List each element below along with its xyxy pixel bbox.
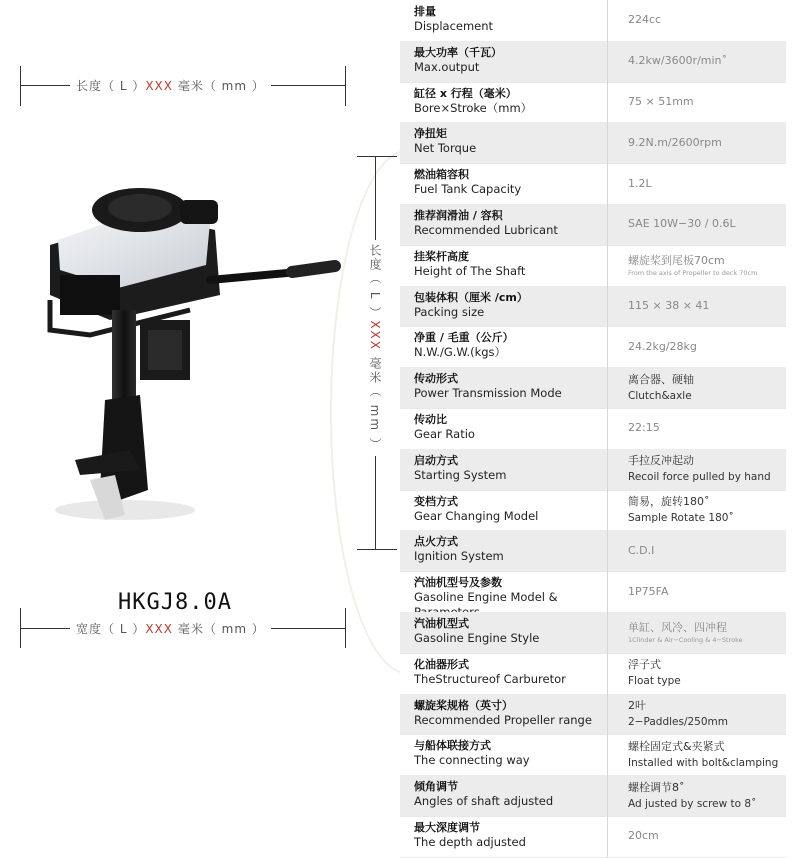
column-divider	[607, 122, 608, 163]
spec-label-en: Displacement	[414, 19, 494, 33]
spec-label	[414, 167, 604, 197]
spec-label-cn: 净重 / 毛重（公斤）	[414, 331, 514, 345]
spec-label	[414, 779, 604, 809]
spec-value-line: C.D.I	[628, 543, 655, 557]
column-divider	[607, 816, 608, 857]
column-divider	[607, 612, 608, 653]
spec-row	[400, 775, 786, 817]
spec-value-line: 2−Paddles/250mm	[628, 715, 728, 728]
column-divider	[607, 204, 608, 245]
spec-label	[414, 657, 604, 687]
spec-value-line: 螺栓调节8˚	[628, 780, 685, 794]
spec-row	[400, 449, 786, 491]
spec-value-note: From the axis of Propeller to deck 70cm	[628, 269, 758, 278]
spec-value	[628, 41, 786, 82]
spec-label-en: Recommended Propeller range	[414, 712, 592, 727]
spec-row	[400, 0, 786, 42]
spec-label	[414, 616, 604, 646]
length-dimension-label: 长度（ L ）XXX 毫米（ mm ）	[70, 77, 271, 94]
spec-value-line: 离合器、硬轴	[628, 372, 694, 386]
column-divider	[607, 449, 608, 490]
spec-label-cn: 推荐润滑油 / 容积	[414, 209, 503, 222]
spec-label-cn: 净扭矩	[414, 127, 447, 141]
spec-value-line: 75 × 51mm	[628, 94, 694, 108]
spec-label	[414, 290, 604, 320]
spec-label-cn: 汽油机型式	[414, 617, 469, 630]
spec-label-en: Gasoline Engine Model &	[414, 590, 558, 605]
dim-top-left-tick	[20, 66, 21, 106]
spec-label-en: Ignition System	[414, 549, 504, 564]
spec-label-en: Starting System	[414, 467, 507, 482]
spec-label-cn: 变档方式	[414, 494, 458, 508]
spec-label-en: Bore×Stroke（mm）	[414, 100, 533, 115]
spec-value	[628, 245, 786, 286]
spec-row	[400, 653, 786, 695]
spec-table	[400, 0, 786, 858]
spec-value	[628, 286, 786, 327]
spec-label-en: Gear Changing Model	[414, 508, 539, 523]
height-dimension-label: 长度（ L ）XXX 毫米（ mm ）	[367, 240, 384, 456]
spec-row	[400, 490, 786, 532]
spec-value-note: 1Clinder & Air−Cooling & 4−Stroke	[628, 636, 743, 645]
spec-value-line: Float type	[628, 675, 681, 688]
spec-label	[414, 412, 604, 442]
column-divider	[607, 41, 608, 82]
spec-label-en: Packing size	[414, 304, 485, 319]
column-divider	[607, 653, 608, 694]
spec-label-cn: 启动方式	[414, 453, 458, 467]
spec-label-en: The connecting way	[414, 753, 530, 768]
spec-row	[400, 245, 786, 287]
spec-label-cn: 螺旋桨规格（英寸）	[414, 698, 513, 712]
spec-label	[414, 126, 604, 156]
spec-value-line: 9.2N.m/2600rpm	[628, 135, 722, 149]
column-divider	[607, 326, 608, 367]
spec-label	[414, 330, 604, 360]
spec-label	[414, 249, 604, 279]
column-divider	[607, 82, 608, 123]
spec-label-en: Fuel Tank Capacity	[414, 182, 522, 197]
spec-value-line: 22:15	[628, 421, 660, 435]
spec-value	[628, 82, 786, 123]
spec-value	[628, 530, 786, 571]
spec-value-line: 手拉反冲起动	[628, 454, 694, 468]
spec-label	[414, 371, 604, 401]
spec-row	[400, 694, 786, 736]
spec-label-en: The depth adjusted	[414, 835, 526, 849]
spec-label-cn: 燃油箱容积	[414, 168, 469, 182]
spec-value-line: Sample Rotate 180˚	[628, 511, 734, 524]
spec-label-en: Height of The Shaft	[414, 263, 526, 278]
spec-value	[628, 367, 786, 408]
spec-label-en: Power Transmission Mode	[414, 386, 562, 401]
column-divider	[607, 571, 608, 612]
spec-row	[400, 734, 786, 776]
spec-label	[414, 698, 604, 728]
spec-label	[414, 453, 604, 483]
spec-label-en: TheStructureof Carburetor	[414, 671, 566, 686]
column-divider	[607, 245, 608, 286]
spec-value	[628, 571, 786, 612]
spec-label-en: N.W./G.W.(kgs）	[414, 345, 507, 360]
spec-label-en: Recommended Lubricant	[414, 223, 558, 237]
spec-value-line: 4.2kw/3600r/min˚	[628, 54, 728, 68]
spec-label	[414, 534, 604, 564]
spec-value-line: 224cc	[628, 13, 662, 27]
dim-bottom-right-tick	[345, 608, 346, 648]
spec-value-line: 20cm	[628, 829, 659, 843]
spec-label	[414, 86, 604, 116]
spec-value-line: Recoil force pulled by hand	[628, 471, 771, 484]
spec-row	[400, 816, 786, 858]
spec-label	[414, 494, 604, 524]
spec-value	[628, 734, 786, 775]
spec-label-en: Net Torque	[414, 141, 477, 156]
spec-value	[628, 775, 786, 816]
spec-value-line: SAE 10W−30 / 0.6L	[628, 217, 736, 231]
spec-label	[414, 738, 604, 768]
spec-label	[414, 820, 604, 850]
outboard-motor-image	[30, 170, 360, 530]
column-divider	[607, 163, 608, 204]
spec-label-cn: 缸径 x 行程（毫米）	[414, 86, 517, 100]
spec-value	[628, 204, 786, 245]
spec-row	[400, 571, 786, 613]
spec-value	[628, 122, 786, 163]
column-divider	[607, 694, 608, 735]
spec-value-line: 简易，旋转180˚	[628, 494, 710, 508]
dim-top-right-tick	[345, 66, 346, 106]
model-name: HKGJ8.0A	[118, 590, 232, 615]
spec-label-cn: 最大功率（千瓦）	[414, 45, 502, 59]
spec-row	[400, 286, 786, 328]
spec-row	[400, 612, 786, 654]
spec-value	[628, 653, 786, 694]
spec-label-cn: 点火方式	[414, 535, 458, 549]
column-divider	[607, 490, 608, 531]
spec-row	[400, 326, 786, 368]
spec-row	[400, 367, 786, 409]
dim-side-top-tick	[357, 156, 397, 157]
spec-label-cn: 挂桨杆高度	[414, 249, 469, 263]
spec-label-cn: 化油器形式	[414, 657, 469, 671]
spec-value	[628, 163, 786, 204]
spec-value-line: 115 × 38 × 41	[628, 298, 710, 312]
column-divider	[607, 530, 608, 571]
spec-value	[628, 449, 786, 490]
spec-label	[414, 45, 604, 75]
spec-value-line: 2叶	[628, 698, 646, 712]
spec-label-cn: 最大深度调节	[414, 821, 480, 834]
spec-value	[628, 408, 786, 449]
spec-value	[628, 612, 786, 653]
spec-value-line: 单缸、风冷、四冲程	[628, 621, 727, 635]
column-divider	[607, 0, 608, 41]
spec-value-line: 1P75FA	[628, 584, 669, 598]
spec-value-line: 24.2kg/28kg	[628, 339, 697, 353]
width-dimension-label: 宽度（ L ）XXX 毫米（ mm ）	[70, 620, 271, 637]
spec-label	[414, 4, 604, 34]
spec-label-en: Gasoline Engine Style	[414, 631, 540, 645]
spec-value-line: 1.2L	[628, 176, 652, 190]
spec-row	[400, 41, 786, 83]
dim-side-bottom-tick	[357, 549, 397, 550]
spec-label-en: Max.output	[414, 59, 480, 74]
spec-value	[628, 694, 786, 735]
spec-value	[628, 816, 786, 857]
spec-value-line: Installed with bolt&clamping	[628, 756, 779, 769]
spec-row	[400, 163, 786, 205]
spec-value	[628, 0, 786, 41]
spec-value	[628, 326, 786, 367]
spec-label-cn: 包装体积（厘米 /cm）	[414, 290, 528, 304]
spec-value-line: Ad justed by screw to 8˚	[628, 797, 757, 810]
spec-label-cn: 倾角调节	[414, 780, 458, 794]
spec-label-en: Gear Ratio	[414, 427, 475, 441]
spec-row	[400, 408, 786, 450]
spec-label-cn: 排量	[414, 5, 436, 18]
column-divider	[607, 734, 608, 775]
column-divider	[607, 286, 608, 327]
spec-label-en: Angles of shaft adjusted	[414, 794, 554, 809]
spec-row	[400, 122, 786, 164]
spec-value	[628, 490, 786, 531]
spec-row	[400, 204, 786, 246]
spec-row	[400, 82, 786, 124]
spec-value-line: 螺栓固定式&夹紧式	[628, 739, 725, 753]
spec-value-line: 螺旋桨到尾板70cm	[628, 254, 725, 268]
column-divider	[607, 775, 608, 816]
spec-label-cn: 汽油机型号及参数	[414, 576, 502, 590]
spec-value-line: Clutch&axle	[628, 389, 692, 402]
spec-label-cn: 与船体联接方式	[414, 739, 491, 753]
column-divider	[607, 367, 608, 408]
spec-value-line: 浮子式	[628, 658, 661, 672]
column-divider	[607, 408, 608, 449]
spec-row	[400, 530, 786, 572]
spec-label	[414, 208, 604, 238]
spec-label-cn: 传动形式	[414, 372, 458, 386]
spec-label-cn: 传动比	[414, 413, 447, 426]
